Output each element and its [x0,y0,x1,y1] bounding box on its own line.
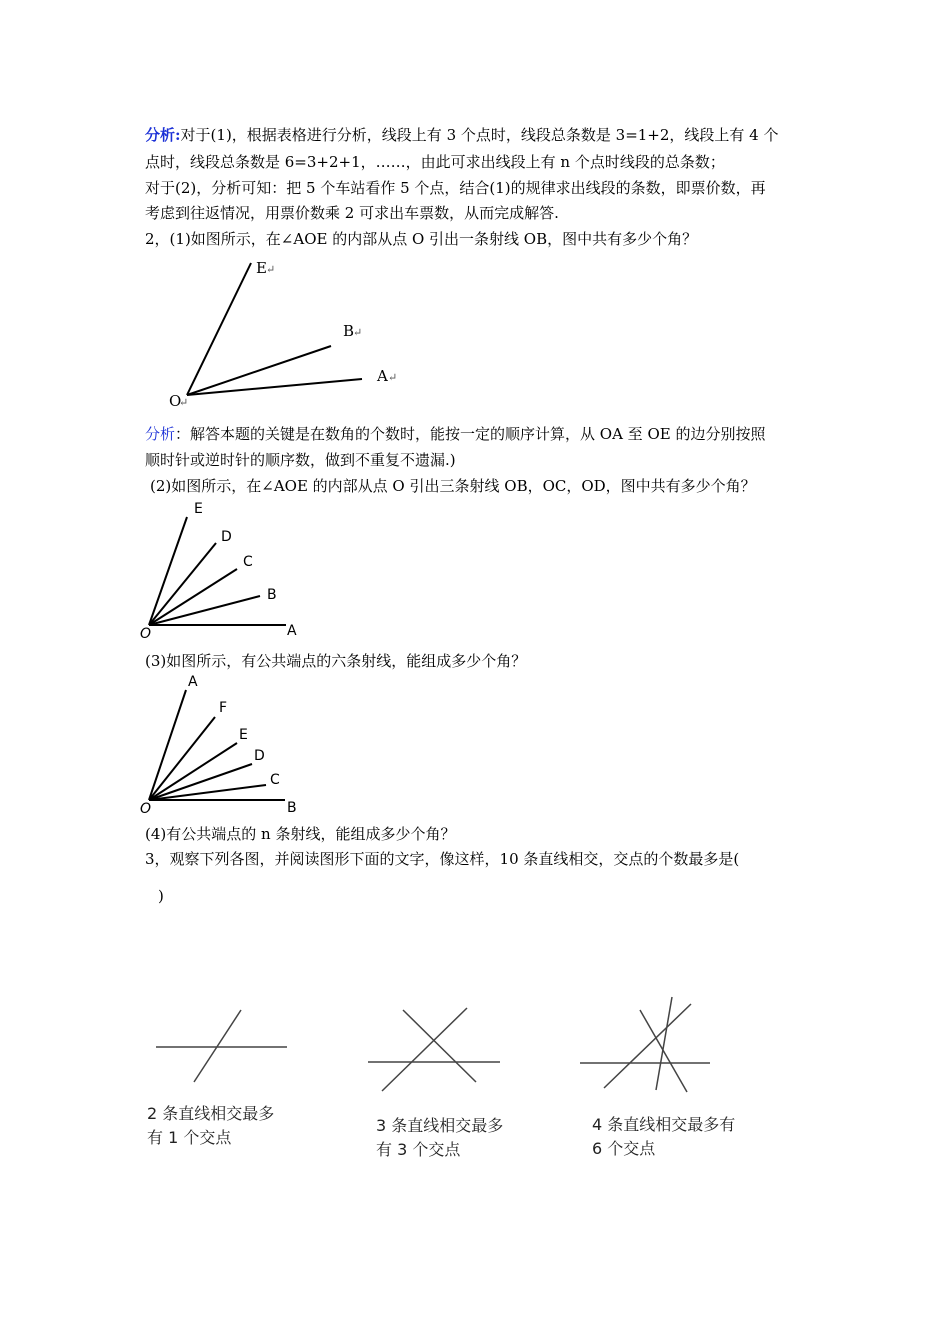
caption-4-lines: 4 条直线相交最多有 6 个交点 [592,1115,736,1158]
label-c: C [243,554,253,570]
ray-oa [149,690,186,800]
label-d: D [254,748,265,764]
question-3-line1: 3，观察下列各图，并阅读图形下面的文字，像这样，10 条直线相交，交点的个数最多是( [145,850,740,868]
svg-text:↵: ↵ [266,263,276,276]
ray-oa [187,379,362,395]
analysis-label: 分析: [145,126,181,144]
ray-ob [149,596,260,625]
label-e: E [194,501,203,517]
question-2-part-4: (4)有公共端点的 n 条射线，能组成多少个角？ [145,825,456,843]
label-e: E [239,727,248,743]
label-o: O [140,801,152,817]
ray-ob [187,346,331,395]
label-e: E [256,259,267,277]
ray-oe [149,517,187,625]
analysis-2-line1: 分析：解答本题的关键是在数角的个数时，能按一定的顺序计算，从 OA 至 OE 的边分别按照 [145,425,766,443]
question-2-part-1: 2，(1)如图所示，在∠AOE 的内部从点 O 引出一条射线 OB，图中共有多少个角？ [145,230,698,248]
ray-oe [149,743,237,800]
line-4d [656,997,672,1090]
analysis-paragraph-line1: 分析:对于(1)，根据表格进行分析，线段上有 3 个点时，线段总条数是 3=1+2，线段上有 4 个 [145,126,779,144]
question-2-part-3: (3)如图所示，有公共端点的六条射线，能组成多少个角？ [145,652,527,670]
ray-od [149,764,252,800]
line-3b [403,1010,476,1082]
ray-oc [149,785,266,800]
line-4b [640,1010,687,1092]
caption-3-lines: 3 条直线相交最多 有 3 个交点 [376,1116,504,1159]
line-4c [604,1004,691,1088]
label-a: A [287,623,297,639]
ray-oe [187,263,251,395]
label-a: A [188,674,198,690]
analysis-paragraph-line3: 对于(2)，分析可知：把 5 个车站看作 5 个点，结合(1)的规律求出线段的条数，即票价数，再 [145,179,766,197]
analysis-paragraph-line4: 考虑到往返情况，用票价数乘 2 可求出车票数，从而完成解答. [145,204,559,222]
svg-text:↵: ↵ [388,371,398,384]
ray-oc [149,569,237,625]
ray-of [149,717,215,800]
ray-od [149,543,216,625]
label-o: O [169,392,182,410]
label-d: D [221,529,232,545]
label-o: O [140,626,152,642]
analysis-paragraph-line2: 点时，线段总条数是 6=3+2+1，……，由此可求出线段上有 n 个点时线段的总条数； [145,153,725,171]
label-b: B [343,322,355,340]
label-b: B [287,800,297,816]
svg-text:↵: ↵ [353,326,363,339]
question-3-line2: ) [158,887,164,905]
analysis-2-line2: 顺时针或逆时针的顺序数，做到不重复不遗漏.) [145,451,456,469]
line-2b [194,1010,241,1082]
question-2-part-2: (2)如图所示，在∠AOE 的内部从点 O 引出三条射线 OB，OC，OD，图中共有多少个角？ [150,477,756,495]
line-3c [382,1008,467,1091]
label-c: C [270,772,280,788]
label-f: F [219,700,228,716]
caption-2-lines: 2 条直线相交最多 有 1 个交点 [147,1104,275,1147]
label-a: A [377,367,388,385]
label-b: B [267,587,277,603]
analysis-2-label: 分析 [145,425,176,443]
svg-text:↵: ↵ [179,396,189,409]
